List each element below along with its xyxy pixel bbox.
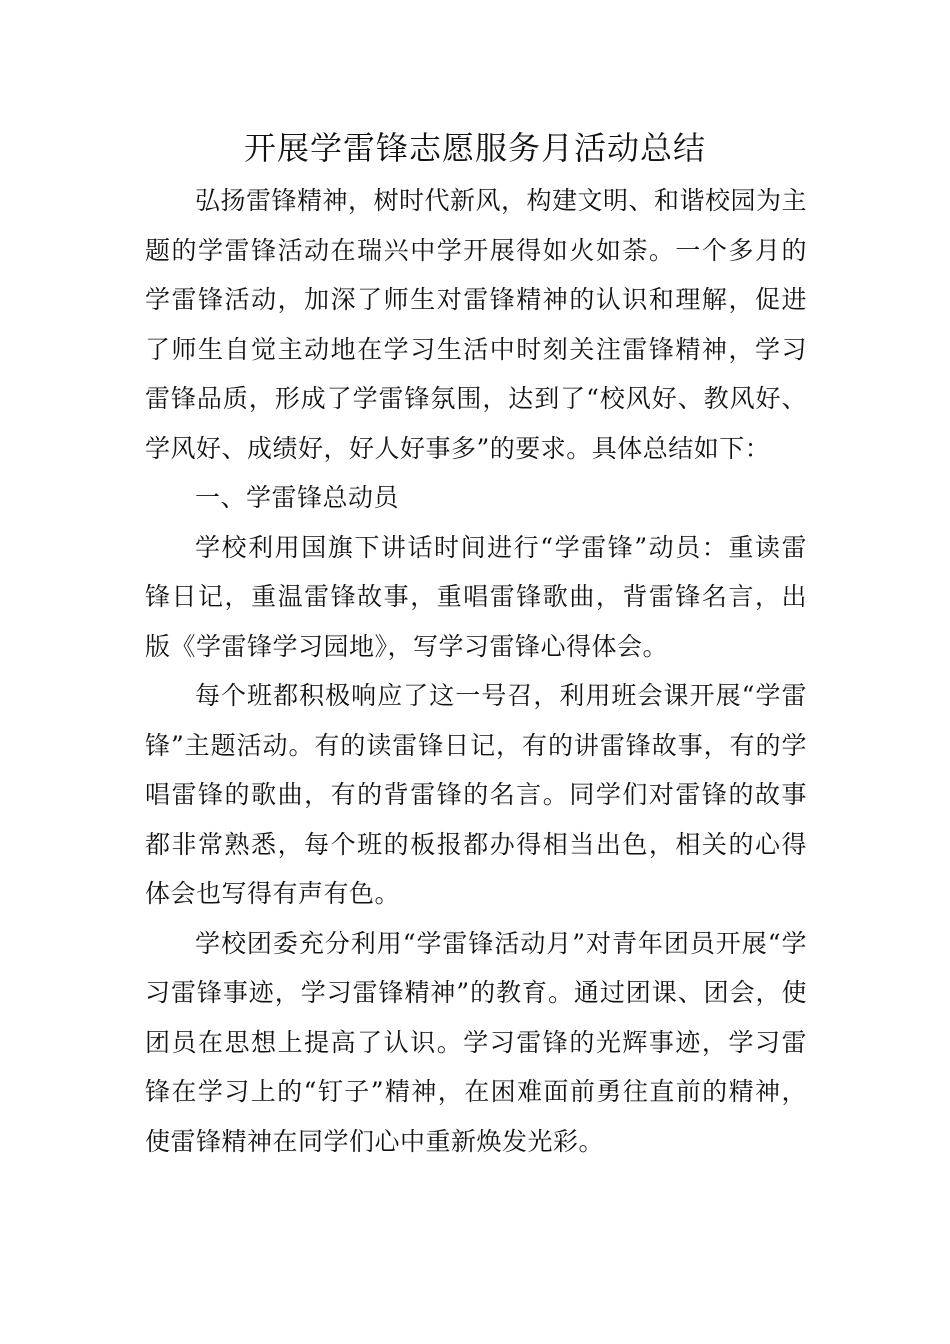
paragraph-mobilization: 学校利用国旗下讲话时间进行“学雷锋”动员：重读雷锋日记，重温雷锋故事，重唱雷锋歌曲，背雷锋名言，出版《学雷锋学习园地》，写学习雷锋心得体会。: [145, 532, 807, 661]
section-heading-1: 一、学雷锋总动员: [195, 483, 400, 512]
paragraph-intro: 弘扬雷锋精神，树时代新风，构建文明、和谐校园为主题的学雷锋活动在瑞兴中学开展得如火如荼。一个多月的学雷锋活动，加深了师生对雷锋精神的认识和理解，促进了师生自觉主动地在学习生活中时刻关注雷锋精神，学习雷锋品质，形成了学雷锋氛围，达到了“校风好、教风好、学风好、成绩好，好人好事多”的要求。具体总结如下：: [145, 186, 808, 463]
document-body: [145, 176, 807, 1166]
paragraph-league-education: 学校团委充分利用“学雷锋活动月”对青年团员开展“学习雷锋事迹，学习雷锋精神”的教育。通过团课、团会，使团员在思想上提高了认识。学习雷锋的光辉事迹，学习雷锋在学习上的“钉子”精神，在困难面前勇往直前的精神，使雷锋精神在同学们心中重新焕发光彩。: [145, 928, 807, 1156]
paragraph-class-activities: 每个班都积极响应了这一号召，利用班会课开展“学雷锋”主题活动。有的读雷锋日记，有的讲雷锋故事，有的学唱雷锋的歌曲，有的背雷锋的名言。同学们对雷锋的故事都非常熟悉，每个班的板报都办得相当出色，相关的心得体会也写得有声有色。: [145, 681, 807, 908]
document-title: 开展学雷锋志愿服务月活动总结: [243, 129, 706, 167]
